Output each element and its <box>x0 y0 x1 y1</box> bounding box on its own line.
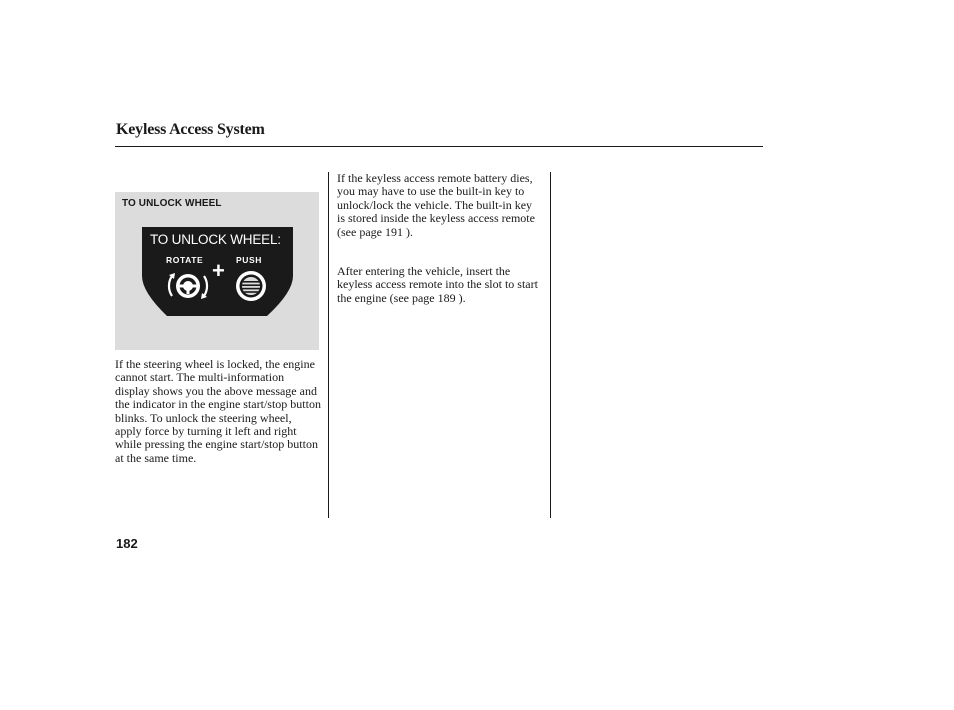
section-title: Keyless Access System <box>116 121 265 138</box>
push-label: PUSH <box>236 255 263 265</box>
multi-information-display <box>141 226 294 318</box>
rotate-label: ROTATE <box>166 255 204 265</box>
start-stop-button-icon <box>236 271 266 301</box>
figure-panel <box>115 192 319 350</box>
insert-remote-paragraph: After entering the vehicle, insert the keyless access remote into the slot to start the engine (see page 189 ). <box>337 264 538 305</box>
column-divider <box>328 172 329 518</box>
page-number: 182 <box>116 536 138 551</box>
remote-battery-paragraph: If the keyless access remote battery dies, you may have to use the built-in key to unlock/lock the vehicle. The built-in key is stored inside the keyless access remote (see page 191 ). <box>337 171 535 239</box>
plus-symbol: + <box>212 258 225 283</box>
figure-caption: TO UNLOCK WHEEL <box>122 198 222 209</box>
steering-lock-paragraph: If the steering wheel is locked, the engine cannot start. The multi-information display shows you the above message and the indicator in the engine start/stop button blinks. To unlock the steering wheel, apply force by turning it left and right while pressing the engine start/stop button at the same time. <box>115 357 321 465</box>
title-rule <box>115 146 763 147</box>
column-divider <box>550 172 551 518</box>
display-message: TO UNLOCK WHEEL: <box>150 232 281 247</box>
